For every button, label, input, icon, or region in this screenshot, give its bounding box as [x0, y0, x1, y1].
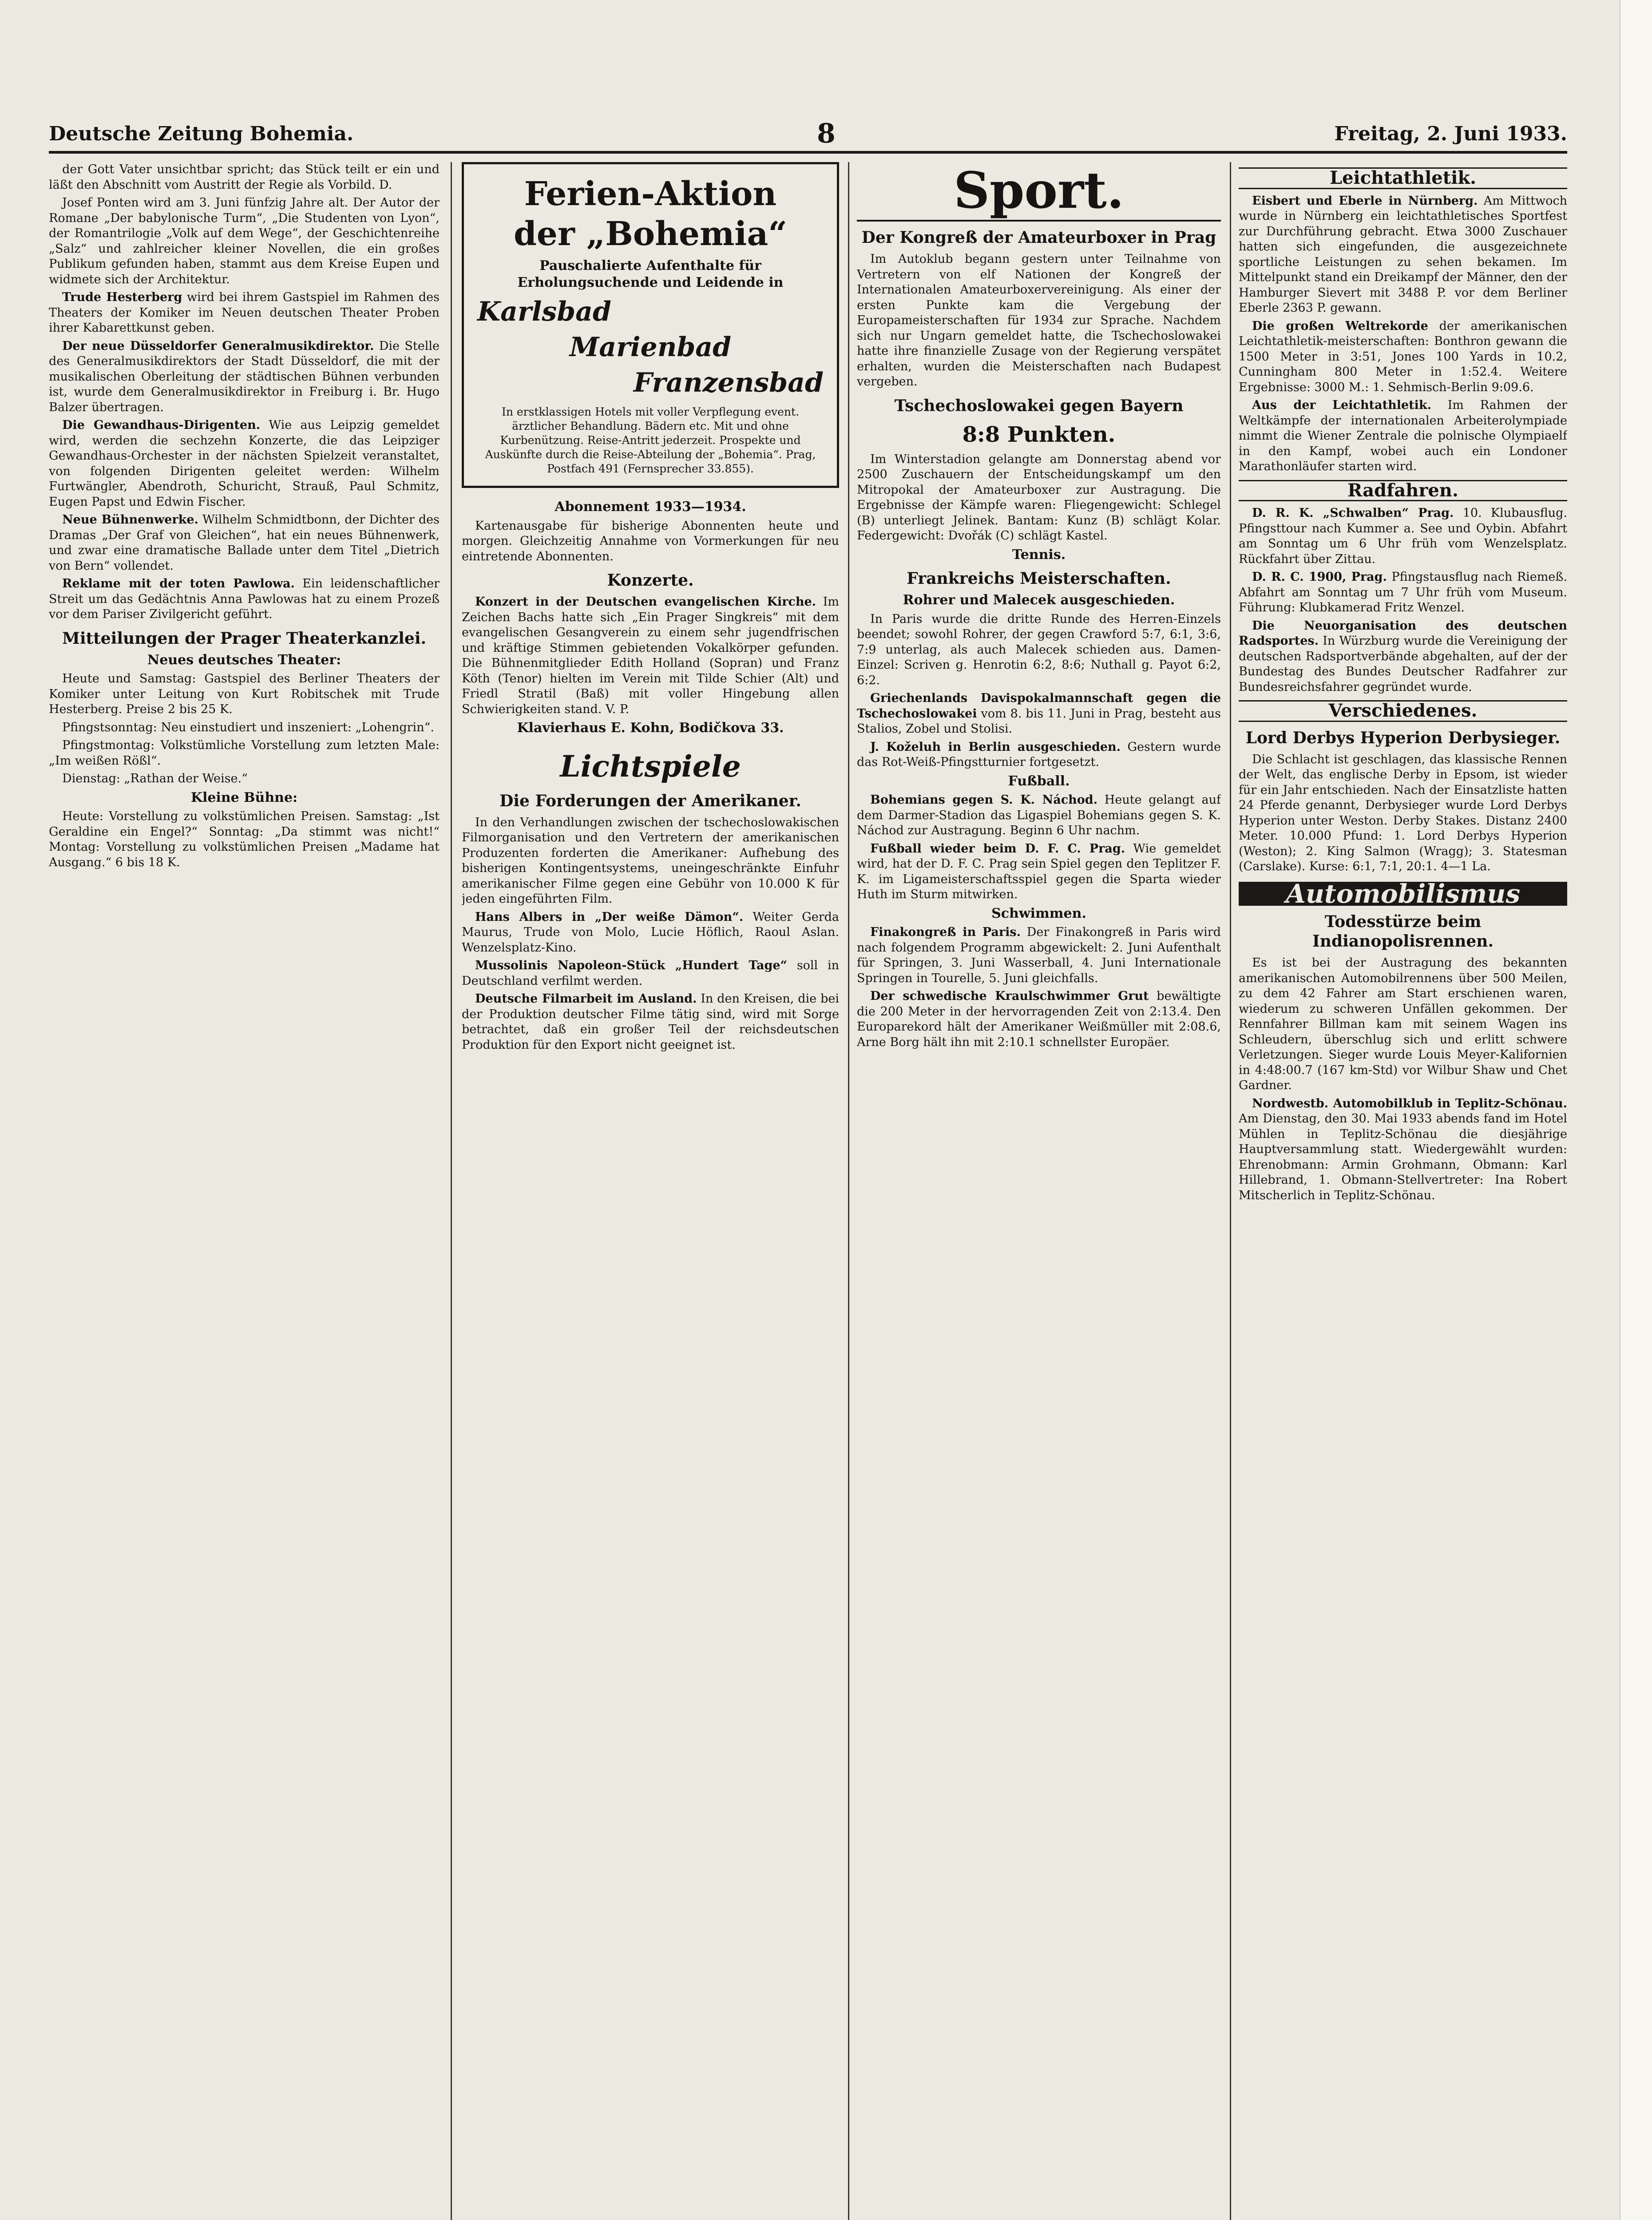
schwimmen-article: Finakongreß in Paris. Der Finakongreß in Paris wird nach folgendem Programm abgewickelt: 2. Juni Aufenthalt für Springen, 3. Juni Wasserball, 4. Juni Internationale Springen in Tourelle, 5. Juni gleichfalls.: [857, 925, 1221, 985]
leichtathletik-article: Eisbert und Eberle in Nürnberg. Am Mittwoch wurde in Nürnberg ein leichtathletisches Sportfest zur Durchführung gebracht. Etwa 3000 Zuschauer hatten sich eingefunden, die ausgezeichnete sportliche Leistungen zu sehen bekamen. Im Mittelpunkt stand ein Dreikampf der Männer, den der Hamburger Sievert mit 3488 P. vor dem Berliner Eberle 2363 P. gewann.: [1239, 194, 1567, 315]
konzerte-heading: Konzerte.: [607, 571, 694, 590]
amerika-article: Die großen Weltrekorde der amerikanischen Leichtathletik-meisterschaften: Bonthron gewann die 1500 Meter in 3:51, Jones 100 Yards in 10.2, Cunningham 800 Meter in 1:52.4. Weitere Ergebnisse: 3000 M.: 1. Sehmisch-Berlin 9:09.6.: [1239, 319, 1567, 394]
article-pawlowa: Reklame mit der toten Pawlowa. Ein leidenschaftlicher Streit um das Gedächtnis Anna Pawlowas hat zu einem Prozeß vor dem Pariser Zivilgericht geführt.: [49, 577, 440, 621]
notice-pfingstsonntag: Pfingstsonntag: Neu einstudiert und inszeniert: „Lohengrin“.: [62, 720, 434, 734]
amerikaner-heading: Die Forderungen der Amerikaner.: [499, 791, 801, 810]
frankreich-subheading: Rohrer und Malecek ausgeschieden.: [903, 592, 1175, 608]
article-intro: der Gott Vater unsichtbar spricht; das Stück teilt er ein und läßt den Abschnitt vom Austritt der Regie als Vorbild. D.: [49, 163, 440, 192]
column-ads-film: [462, 162, 839, 2220]
abonnement-heading: Abonnement 1933—1934.: [555, 499, 746, 515]
newspaper-name: Deutsche Zeitung Bohemia.: [49, 123, 354, 145]
radfahren-article-3: Die Neuorganisation des deutschen Radsportes. In Würzburg wurde die Vereinigung der deutschen Radsportverbände abgehalten, auf der der Bundestag des Bundes Deutscher Radfahrer zur Bundesreichsfahrer gegründet wurde.: [1239, 618, 1567, 694]
kongress-article: Im Autoklub begann gestern unter Teilnahme von Vertretern von elf Nationen der Kongreß der Internationalen Amateurboxervereinigung. Als einer der ersten Punkte kam die Vergebung der Europameisterschaften für 1934 zur Sprache. Nachdem sich nur Ungarn gemeldet hatte, die Tschechoslowakei hatte ihre finanzielle Zusage von der Regierung verspätet erhalten, wurden die Meisterschaften nach Budapest vergeben.: [857, 252, 1221, 388]
automobilismus-banner: Automobilismus: [1239, 882, 1567, 906]
page-edge: [1620, 0, 1652, 2220]
column-rule: [1230, 162, 1231, 2220]
ad-subtitle: Pauschalierte Aufenthalte für Erholungsuchende und Leidende in: [517, 258, 784, 290]
albers-article: Hans Albers in „Der weiße Dämon“. Weiter Gerda Maurus, Trude von Molo, Lucie Höflich, Raoul Aslan. Wenzelsplatz-Kino.: [462, 910, 839, 955]
lichtspiele-heading: Lichtspiele: [560, 749, 741, 784]
tennis-heading: Tennis.: [1012, 547, 1066, 563]
column-sport: [857, 162, 1221, 2220]
weltkampf-article: Aus der Leichtathletik. Im Rahmen der Weltkämpfe der internationalen Arbeiterolympiade nimmt die Wiener Zentrale die polnische Olympiaelf in den Kampf, wobei auch ein Londoner Marathonläufer starten wird.: [1239, 398, 1567, 473]
fussball-heading: Fußball.: [1008, 773, 1070, 789]
frankreich-article: In Paris wurde die dritte Runde des Herren-Einzels beendet; sowohl Rohrer, der gegen Crawford 5:7, 6:1, 3:6, 7:9 unterlag, als auch Malecek schieden aus. Damen-Einzel: Scriven g. Henrotin 6:2, 8:6; Nuthall g. Payot 6:2, 6:2.: [857, 612, 1221, 687]
article-hesterberg: Trude Hesterberg wird bei ihrem Gastspiel im Rahmen des Theaters der Komiker im Neuen deutschen Theater Proben ihrer Kabarettkunst geben.: [49, 290, 440, 335]
column-rule: [848, 162, 849, 2220]
verschiedenes-heading: Verschiedenes.: [1239, 700, 1567, 722]
mussolini-article: Mussolinis Napoleon-Stück „Hundert Tage“ soll in Deutschland verfilmt werden.: [462, 959, 839, 988]
leichtathletik-heading: Leichtathletik.: [1239, 167, 1567, 189]
bayern-heading: Tschechoslowakei gegen Bayern: [894, 396, 1184, 415]
ad-details: In erstklassigen Hotels mit voller Verpflegung event. ärztlicher Behandlung. Bädern etc. Mit und ohne Kurbenützung. Reise-Antritt jederzeit. Prospekte und Auskünfte durch die Reise-Abteilung der „Bohemia“. Prag, Postfach 491 (Fernsprecher 33.855).: [485, 405, 816, 475]
notice-dienstag: Dienstag: „Rathan der Weise.“: [62, 772, 248, 785]
ad-title: Ferien-Aktion: [524, 175, 777, 213]
notice-pfingstmontag: Pfingstmontag: Volkstümliche Vorstellung zum letzten Male: „Im weißen Rößl“.: [49, 738, 440, 768]
indianapolis-article: Es ist bei der Austragung des bekannten amerikanischen Automobilrennens über 500 Meilen, zu dem 42 Fahrer am Start erschienen waren, wiederum zu schweren Unfällen gekommen. Der Rennfahrer Billman kam mit seinem Wagen ins Schleudern, überschlug sich und erlitt schwere Verletzungen. Sieger wurde Louis Meyer-Kalifornien in 4:48:00.7 (167 km-Std) vor Wilbur Shaw und Chet Gardner.: [1239, 956, 1567, 1092]
notice-kleine-buehne: Heute: Vorstellung zu volkstümlichen Preisen. Samstag: „Ist Geraldine ein Engel?“ Sonntag: „Da stimmt was nicht!“ Montag: Vorstellung zu volkstümlichen Preisen „Madame hat Ausgang.“ 6 bis 18 K.: [49, 809, 440, 869]
indianapolis-heading: Todesstürze beim Indianopolisrennen.: [1312, 912, 1494, 951]
schwimmen-heading: Schwimmen.: [991, 905, 1086, 921]
sport-section-title: Sport.: [857, 162, 1221, 222]
article-ponten: Josef Ponten wird am 3. Juni fünfzig Jahre alt. Der Autor der Romane „Der babylonische Turm“, „Die Studenten von Lyon“, der Romantrilogie „Volk auf dem Wege“, der Geschichtenreihe „Salz“ und zahlreicher kleiner Novellen, die ein großes Publikum gefunden haben, stammt aus dem Kreise Eupen und widmete sich der Architektur.: [49, 196, 440, 286]
derby-article: Die Schlacht ist geschlagen, das klassische Rennen der Welt, das englische Derby in Epsom, ist wieder für ein Jahr entschieden. Nach der Einsatzliste hatten 24 Pferde genannt, Derbysieger wurde Lord Derbys Hyperion unter Weston. Derby Stakes. Distanz 2400 Meter. 10.000 Pfund: 1. Lord Derbys Hyperion (Weston); 2. King Salmon (Wragg); 3. Statesman (Carslake). Kurse: 6:1, 7:1, 20:1. 4—1 La.: [1239, 752, 1567, 873]
article-buehnenwerke: Neue Bühnenwerke. Wilhelm Schmidtbonn, der Dichter des Dramas „Der Graf von Gleichen“, hat ein neues Bühnenwerk, und zwar eine dramatische Ballade unter dem Titel „Dietrich von Bern“ vollendet.: [49, 513, 440, 573]
ad-city: Franzensbad: [633, 367, 824, 398]
abonnement-text: Kartenausgabe für bisherige Abonnenten heute und morgen. Gleichzeitig Annahme von Vormerkungen für neu eintretende Abonnenten.: [462, 519, 839, 563]
kleine-buehne-heading: Kleine Bühne:: [190, 789, 298, 805]
ad-city: Marienbad: [569, 332, 732, 363]
ad-city: Karlsbad: [477, 296, 611, 327]
teplitz-article: Nordwestb. Automobilklub in Teplitz-Schönau. Am Dienstag, den 30. Mai 1933 abends fand im Hotel Mühlen in Teplitz-Schönau die diesjährige Hauptversammlung statt. Wiedergewählt wurden: Ehrenobmann: Armin Grohmann, Obmann: Karl Hillebrand, 1. Obmann-Stellvertreter: Ina Robert Mitscherlich in Teplitz-Schönau.: [1239, 1096, 1567, 1202]
radfahren-article-2: D. R. C. 1900, Prag. Pfingstausflug nach Riemeß. Abfahrt am Sonntag um 7 Uhr früh vom Museum. Führung: Klubkamerad Fritz Wenzel.: [1239, 570, 1567, 614]
amerikaner-article: In den Verhandlungen zwischen der tschechoslowakischen Filmorganisation und den Vertretern der amerikanischen Produzenten forderten die Amerikaner: Aufhebung des bisherigen Kontingentsystems, uneingeschränkte Einfuhr amerikanischer Filme gegen eine Gebühr von 10.000 K für jeden eingeführten Film.: [462, 815, 839, 906]
notice-heute: Heute und Samstag: Gastspiel des Berliner Theaters der Komiker unter Leitung von Kurt Robitschek mit Trude Hesterberg. Preise 2 bis 25 K.: [49, 672, 440, 716]
theater-subheading: Neues deutsches Theater:: [147, 652, 341, 668]
column-rule: [451, 162, 452, 2220]
article-gewandhaus: Die Gewandhaus-Dirigenten. Wie aus Leipzig gemeldet wird, werden die sechzehn Konzerte, die das Leipziger Gewandhaus-Orchester in der nächsten Spielzeit veranstaltet, von folgenden Dirigenten geleitet werden: Wilhelm Furtwängler, Abendroth, Schuricht, Strauß, Paul Schmitz, Eugen Papst und Edwin Fischer.: [49, 418, 440, 509]
frankreich-heading: Frankreichs Meisterschaften.: [907, 569, 1171, 588]
bayern-article: Im Winterstadion gelangte am Donnerstag abend vor 2500 Zuschauern der Entscheidungskampf um den Mitropokal der Amateurboxer zur Austragung. Die Ergebnisse der Kämpfe waren: Fliegengewicht: Schlegel (B) unterliegt Jelinek. Bantam: Kunz (B) schlägt Kolar. Federgewicht: Dvořák (C) schlägt Kastel.: [857, 452, 1221, 543]
column-culture: [49, 162, 440, 2220]
kozeluh-article: J. Koželuh in Berlin ausgeschieden. Gestern wurde das Rot-Weiß-Pfingstturnier fortgesetzt.: [857, 740, 1221, 769]
article-duesseldorf: Der neue Düsseldorfer Generalmusikdirektor. Die Stelle des Generalmusikdirektors der Stadt Düsseldorf, die mit der musikalischen Oberleitung der städtischen Bühnen verbunden ist, wurde dem Generalmusikdirektor in Freiburg i. Br. Hugo Balzer übertragen.: [49, 339, 440, 414]
column-athletics: [1239, 162, 1567, 2220]
page-number: 8: [817, 118, 836, 149]
theater-notices-heading: Mitteilungen der Prager Theaterkanzlei.: [62, 629, 427, 648]
griechenland-article: Griechenlands Davispokalmannschaft gegen die Tschechoslowakei vom 8. bis 11. Juni in Prag, besteht aus Stalios, Zobel und Stolisi.: [857, 691, 1221, 736]
ad-title: der „Bohemia“: [514, 215, 787, 253]
ferien-aktion-ad: [462, 162, 839, 488]
klavierhaus-notice: Klavierhaus E. Kohn, Bodičkova 33.: [517, 720, 784, 736]
radfahren-heading: Radfahren.: [1239, 480, 1567, 502]
kraul-article: Der schwedische Kraulschwimmer Grut bewältigte die 200 Meter in der hervorragenden Zeit von 2:13.4. Den Europarekord hält der Amerikaner Weißmüller mit 2:08.6, Arne Borg hält ihn mit 2:10.1 schnellster Europäer.: [857, 989, 1221, 1049]
filmarbeit-article: Deutsche Filmarbeit im Ausland. In den Kreisen, die bei der Produktion deutscher Filme tätig sind, wird mit Sorge betrachtet, daß ein großer Teil der reichsdeutschen Produktion für den Export nicht geeignet ist.: [462, 992, 839, 1052]
derby-heading: Lord Derbys Hyperion Derbysieger.: [1245, 728, 1561, 747]
dfc-article: Fußball wieder beim D. F. C. Prag. Wie gemeldet wird, hat der D. F. C. Prag sein Spiel gegen den Teplitzer F. K. im Ligameisterschaftsspiel gegen die Sparta wieder Huth im Sturm mitwirken.: [857, 841, 1221, 901]
masthead: [49, 120, 1567, 154]
bayern-score: 8:8 Punkten.: [962, 422, 1116, 447]
kongress-heading: Der Kongreß der Amateurboxer in Prag: [861, 228, 1216, 247]
issue-date: Freitag, 2. Juni 1933.: [1334, 123, 1567, 145]
radfahren-article: D. R. K. „Schwalben“ Prag. 10. Klubausflug. Pfingsttour nach Kummer a. See und Oybin. Abfahrt am Sonntag um 6 Uhr früh vom Wenzelsplatz. Rückfahrt über Zittau.: [1239, 506, 1567, 566]
fussball-article: Bohemians gegen S. K. Náchod. Heute gelangt auf dem Darmer-Stadion das Ligaspiel Bohemians gegen S. K. Náchod zur Austragung. Beginn 6 Uhr nachm.: [857, 793, 1221, 837]
konzert-article: Konzert in der Deutschen evangelischen Kirche. Im Zeichen Bachs hatte sich „Ein Prager Singkreis“ mit dem evangelischen Gesangverein zu einem sehr jugendfrischen und kräftige Stimmen gebietenden Vokalkörper gefunden. Die Bühnenmitglieder Edith Holland (Sopran) und Franz Köth (Tenor) hielten im Verein mit Tilde Schier (Alt) und Friedl Stratil (Baß) mit voller Hingebung allen Schwierigkeiten stand. V. P.: [462, 595, 839, 716]
